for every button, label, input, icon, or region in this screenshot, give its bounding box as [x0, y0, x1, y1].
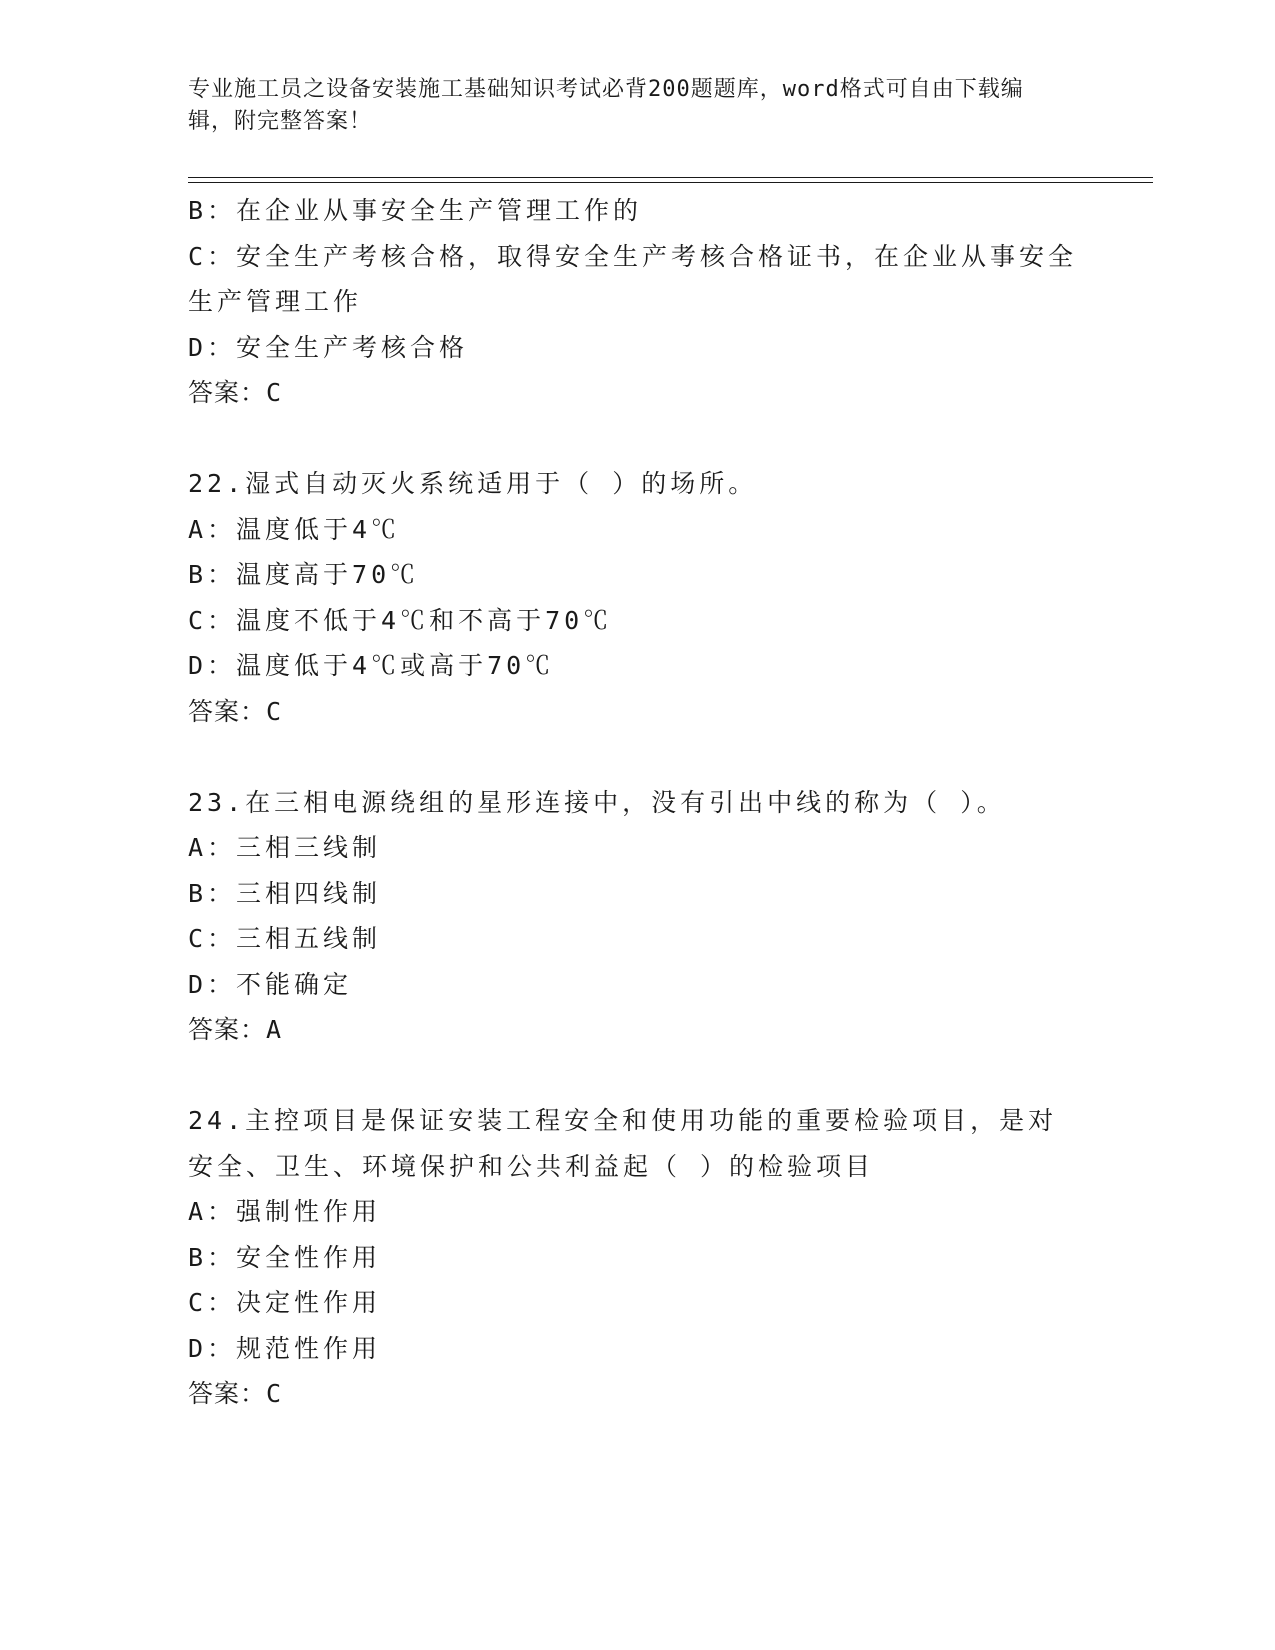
option-c: C：决定性作用	[188, 1288, 382, 1317]
question-stem: 23.在三相电源绕组的星形连接中，没有引出中线的称为（ ）。	[188, 787, 1006, 817]
option-a: A：温度低于4℃	[188, 514, 401, 544]
option-d: D：温度低于4℃或高于70℃	[188, 651, 555, 680]
option-b: B：安全性作用	[188, 1242, 382, 1272]
option-a: A：强制性作用	[188, 1197, 382, 1226]
question-block-22	[188, 461, 1078, 734]
option-a: A：三相三线制	[188, 833, 382, 862]
option-c: C：安全生产考核合格，取得安全生产考核合格证书，在企业从事安全生产管理工作	[188, 241, 1078, 316]
header-rule-bottom	[188, 182, 1153, 183]
option-c: C：温度不低于4℃和不高于70℃	[188, 605, 613, 635]
option-d: D：安全生产考核合格	[188, 332, 469, 362]
question-list	[188, 188, 1078, 1417]
answer-line: 答案：C	[188, 1379, 283, 1408]
answer-line: 答案：C	[188, 378, 283, 407]
option-b: B：三相四线制	[188, 878, 382, 908]
answer-line: 答案：C	[188, 696, 283, 726]
question-stem: 24.主控项目是保证安装工程安全和使用功能的重要检验项目，是对安全、卫生、环境保护和公共利益起（ ）的检验项目	[188, 1106, 1058, 1181]
option-c: C：三相五线制	[188, 924, 382, 953]
option-b: B：在企业从事安全生产管理工作的	[188, 196, 643, 225]
option-b: B：温度高于70℃	[188, 560, 420, 589]
header-rule-top	[188, 177, 1153, 178]
document-header	[188, 74, 1068, 138]
question-block-partial	[188, 188, 1078, 416]
answer-line: 答案：A	[188, 1015, 283, 1044]
document-title: 专业施工员之设备安装施工基础知识考试必背200题题库，word格式可自由下载编辑，附完整答案！	[188, 77, 1024, 134]
question-block-23	[188, 780, 1078, 1053]
question-stem: 22.湿式自动灭火系统适用于（ ）的场所。	[188, 469, 758, 498]
question-block-24	[188, 1098, 1078, 1417]
option-d: D：不能确定	[188, 969, 353, 999]
option-d: D：规范性作用	[188, 1333, 382, 1363]
